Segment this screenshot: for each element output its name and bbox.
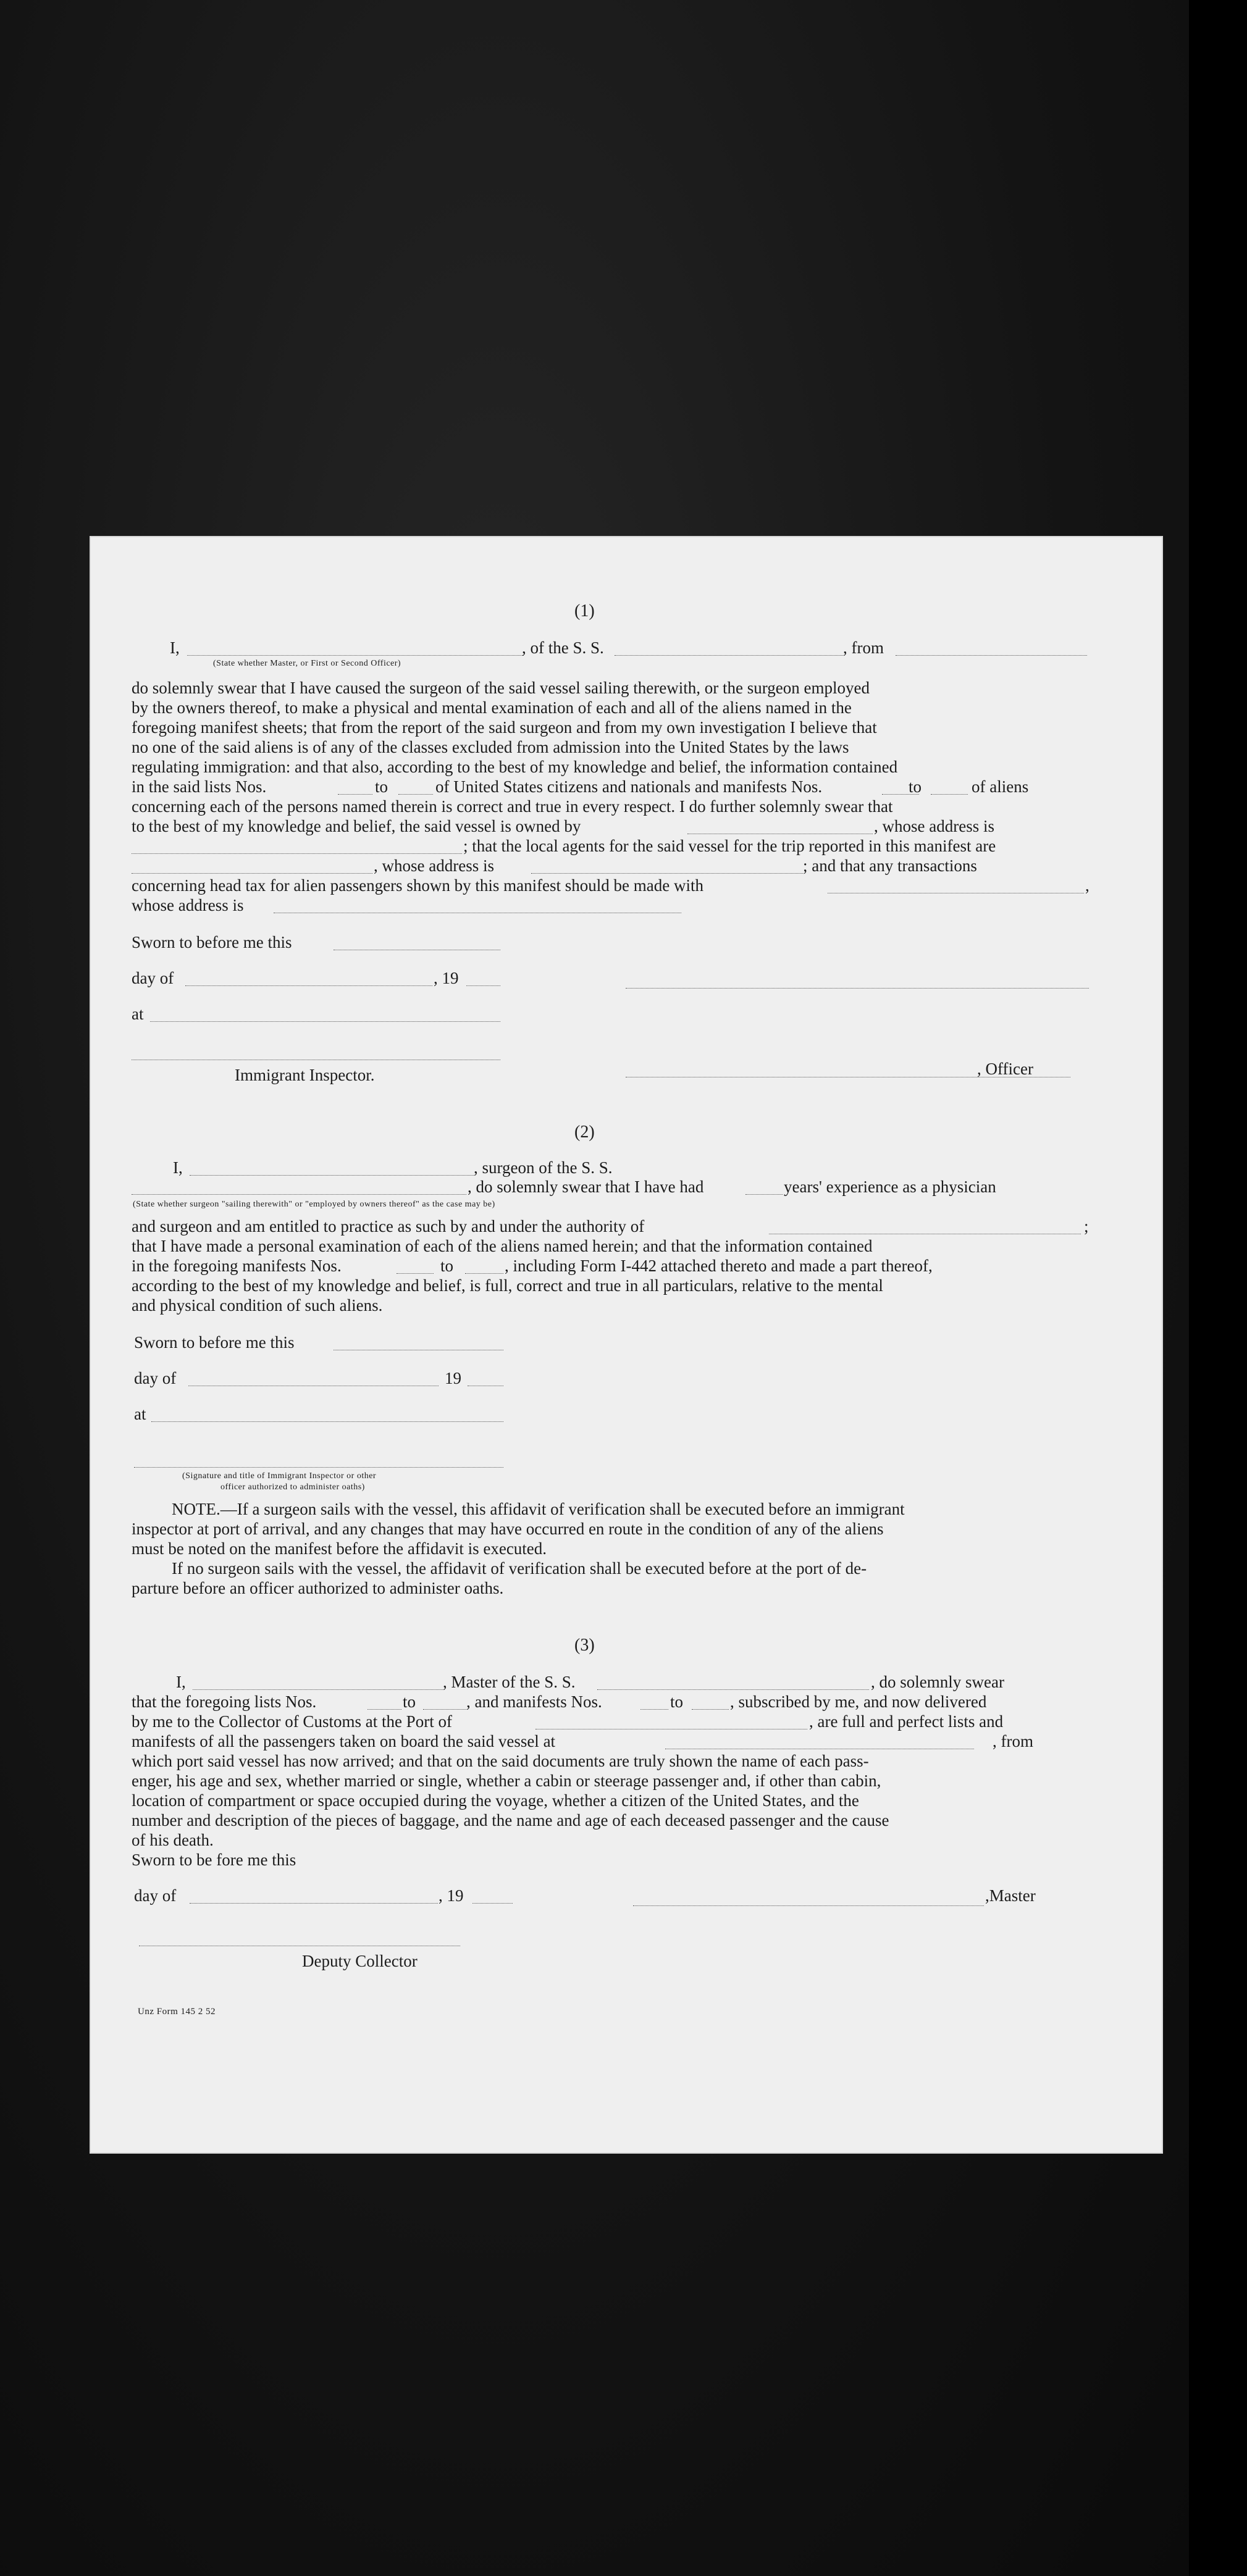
- scan-edge: [1189, 0, 1247, 2576]
- s2-surgeon-of: , surgeon of the S. S.: [474, 1158, 613, 1177]
- s3-day-blank[interactable]: [190, 1903, 438, 1904]
- s1-at-blank[interactable]: [150, 1021, 500, 1022]
- s2-year: 19: [445, 1369, 461, 1387]
- s1-citizens-text: of United States citizens and nationals and manifests Nos.: [435, 777, 823, 796]
- s2-sig-note-1: (Signature and title of Immigrant Inspector or other: [182, 1471, 377, 1481]
- s1-officer-blank[interactable]: [187, 655, 524, 656]
- s2-ship-blank[interactable]: [132, 1194, 466, 1195]
- s3-sworn: Sworn to be fore me this: [132, 1850, 296, 1869]
- s1-i-label: I,: [170, 638, 180, 657]
- s2-line-a-end: ;: [1084, 1217, 1089, 1236]
- s1-head-tax-comma: ,: [1085, 876, 1090, 895]
- section-2-number: (2): [574, 1123, 595, 1142]
- s1-lists-to-blank[interactable]: [398, 794, 433, 795]
- s3-subscribed: , subscribed by me, and now delivered: [730, 1692, 987, 1711]
- s3-master-of: , Master of the S. S.: [443, 1673, 576, 1691]
- s2-years-blank[interactable]: [745, 1194, 783, 1195]
- s2-note: (State whether surgeon "sailing therewith" or "employed by owners thereof" as the case may be): [133, 1200, 495, 1209]
- s2-line-b: that I have made a personal examination of each of the aliens named herein; and that the information contained: [132, 1237, 873, 1255]
- s2-years: years' experience as a physician: [784, 1177, 996, 1196]
- form-identifier: Unz Form 145 2 52: [138, 2007, 216, 2017]
- s2-line-d: according to the best of my knowledge and belief, is full, correct and true in all particulars, relative to the mental: [132, 1276, 883, 1295]
- s2-at: at: [134, 1405, 146, 1423]
- s3-lists-to-blank[interactable]: [423, 1709, 466, 1710]
- s3-swear: , do solemnly swear: [871, 1673, 1004, 1691]
- s1-year-blank[interactable]: [466, 985, 500, 986]
- s1-from: , from: [843, 638, 884, 657]
- s2-from-blank[interactable]: [397, 1273, 434, 1274]
- s3-year-blank[interactable]: [472, 1903, 513, 1904]
- s1-owned-by: to the best of my knowledge and belief, the said vessel is owned by: [132, 817, 581, 835]
- s2-note2-line-1: If no surgeon sails with the vessel, the affidavit of verification shall be executed before at the port of de-: [172, 1559, 867, 1578]
- s3-lists-from-blank[interactable]: [367, 1709, 401, 1710]
- s2-note-line-2: inspector at port of arrival, and any changes that may have occurred en route in the condition of any of the aliens: [132, 1520, 884, 1538]
- s3-on-board: manifests of all the passengers taken on board the said vessel at: [132, 1732, 556, 1750]
- s3-line-5: of his death.: [132, 1831, 214, 1849]
- s2-including: , including Form I-442 attached thereto and made a part thereof,: [505, 1257, 933, 1275]
- s2-note2-line-2: parture before an officer authorized to administer oaths.: [132, 1579, 504, 1597]
- s1-lists-to: to: [375, 777, 388, 796]
- s2-to: to: [440, 1257, 454, 1275]
- s3-deputy-collector: Deputy Collector: [302, 1952, 418, 1970]
- s1-manifests-to-blank[interactable]: [931, 794, 968, 795]
- s1-owner-address-blank[interactable]: [132, 853, 462, 854]
- s1-whose-address: whose address is: [132, 896, 244, 914]
- s2-note-line-1: NOTE.—If a surgeon sails with the vessel, this affidavit of verification shall be executed before an immigrant: [172, 1500, 905, 1518]
- s1-line-2: by the owners thereof, to make a physical and mental examination of each and all of the aliens named in the: [132, 698, 852, 717]
- s1-sworn: Sworn to before me this: [132, 933, 292, 951]
- s1-agents-blank[interactable]: [132, 873, 372, 874]
- s1-year: , 19: [434, 969, 459, 987]
- s1-owner-address-label: , whose address is: [874, 817, 994, 835]
- s1-agents-address-blank[interactable]: [531, 873, 803, 874]
- s2-day-of: day of: [134, 1369, 177, 1387]
- s2-sig-note-2: officer authorized to administer oaths): [220, 1482, 365, 1492]
- s2-sworn: Sworn to before me this: [134, 1333, 295, 1352]
- s3-year: , 19: [439, 1886, 464, 1905]
- s1-officer-note: (State whether Master, or First or Second Officer): [213, 659, 401, 668]
- s2-surgeon-name-blank[interactable]: [190, 1175, 474, 1176]
- s1-day-blank[interactable]: [185, 985, 432, 986]
- s3-manifests-to: to: [670, 1692, 684, 1711]
- s1-line-5: regulating immigration: and that also, according to the best of my knowledge and belief, the information contained: [132, 758, 898, 776]
- s3-ship-blank[interactable]: [597, 1689, 869, 1690]
- s3-line-2: enger, his age and sex, whether married or single, whether a cabin or steerage passenger and, if other than cabin,: [132, 1771, 881, 1790]
- s2-line-a: and surgeon and am entitled to practice as such by and under the authority of: [132, 1217, 645, 1236]
- s1-transactions: ; and that any transactions: [803, 856, 977, 875]
- s2-manifests-nos: in the foregoing manifests Nos.: [132, 1257, 342, 1275]
- section-1-number: (1): [574, 601, 595, 621]
- s3-line-3: location of compartment or space occupied during the voyage, whether a citizen of the United States, and the: [132, 1791, 859, 1810]
- s1-officer-label: , Officer: [977, 1060, 1033, 1078]
- s1-local-agents: ; that the local agents for the said vessel for the trip reported in this manifest are: [463, 837, 996, 855]
- s3-master-signature-blank[interactable]: [633, 1905, 984, 1906]
- s3-lists-to: to: [403, 1692, 416, 1711]
- s1-agents-address-label: , whose address is: [374, 856, 494, 875]
- s2-at-blank[interactable]: [151, 1421, 503, 1422]
- s3-manifests-nos: , and manifests Nos.: [466, 1692, 602, 1711]
- s1-of-aliens: of aliens: [972, 777, 1029, 796]
- manifest-affidavit-page: [90, 536, 1163, 2154]
- s3-line-4: number and description of the pieces of baggage, and the name and age of each deceased passenger and the cause: [132, 1811, 889, 1830]
- s2-note-line-3: must be noted on the manifest before the affidavit is executed.: [132, 1539, 547, 1558]
- s1-day-of: day of: [132, 969, 174, 987]
- s3-full-perfect: , are full and perfect lists and: [809, 1712, 1004, 1731]
- s1-manifests-to: to: [909, 777, 922, 796]
- s1-head-tax: concerning head tax for alien passengers shown by this manifest should be made with: [132, 876, 704, 895]
- s1-of-ss: , of the S. S.: [522, 638, 604, 657]
- s2-signature-blank[interactable]: [134, 1467, 503, 1468]
- section-3-number: (3): [574, 1636, 595, 1655]
- s2-line-e: and physical condition of such aliens.: [132, 1296, 383, 1315]
- s2-to-blank[interactable]: [465, 1273, 503, 1274]
- s3-manifests-from-blank[interactable]: [640, 1709, 668, 1710]
- s1-line-4: no one of the said aliens is of any of the classes excluded from admission into the United States by the laws: [132, 738, 849, 756]
- s2-swear: , do solemnly swear that I have had: [468, 1177, 704, 1196]
- s3-day-of: day of: [134, 1886, 177, 1905]
- s1-line-1: do solemnly swear that I have caused the surgeon of the said vessel sailing therewith, or the surgeon employed: [132, 679, 870, 697]
- s1-immigrant-inspector: Immigrant Inspector.: [235, 1066, 375, 1084]
- s3-port-of: by me to the Collector of Customs at the Port of: [132, 1712, 452, 1731]
- s3-master-label: ,Master: [985, 1886, 1036, 1905]
- s1-officer-signature-blank[interactable]: [626, 988, 1089, 989]
- s2-i-label: I,: [173, 1158, 183, 1177]
- s3-master-name-blank[interactable]: [193, 1689, 443, 1690]
- s3-i-label: I,: [176, 1673, 186, 1691]
- s3-manifests-to-blank[interactable]: [692, 1709, 729, 1710]
- s3-line-1: which port said vessel has now arrived; and that on the said documents are truly shown the name of each pass-: [132, 1752, 869, 1770]
- s1-ship-blank[interactable]: [615, 655, 843, 656]
- s3-from: , from: [993, 1732, 1033, 1750]
- s1-from-blank[interactable]: [896, 655, 1087, 656]
- s1-lists-from-blank[interactable]: [338, 794, 372, 795]
- s1-line-3: foregoing manifest sheets; that from the report of the said surgeon and from my own investigation I believe that: [132, 718, 877, 737]
- s1-lists-nos: in the said lists Nos.: [132, 777, 267, 796]
- s1-line-7: concerning each of the persons named therein is correct and true in every respect. I do further solemnly swear that: [132, 797, 893, 816]
- s1-at: at: [132, 1005, 144, 1023]
- s3-lists-nos: that the foregoing lists Nos.: [132, 1692, 317, 1711]
